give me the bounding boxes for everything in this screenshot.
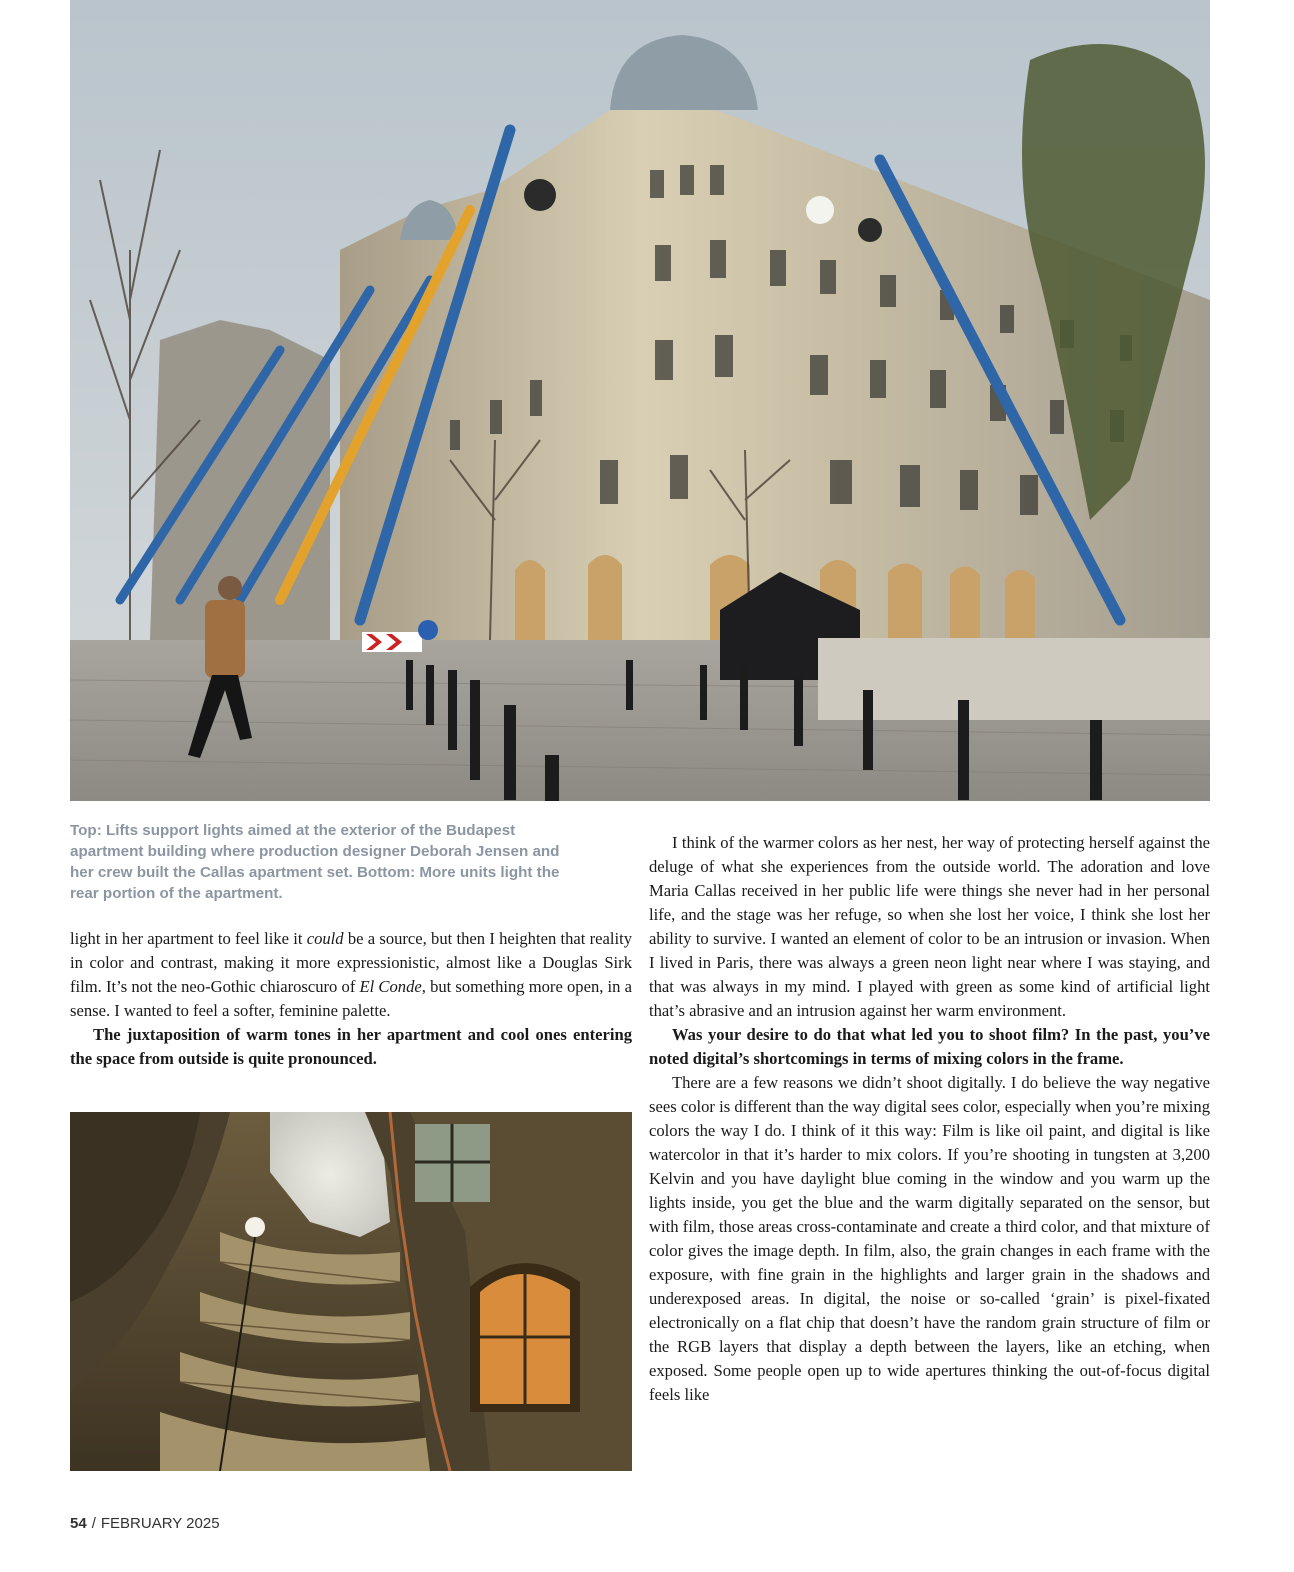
bottom-photo <box>70 1112 632 1471</box>
top-photo <box>70 0 1210 801</box>
film-title-emphasis: El Conde <box>359 977 422 996</box>
page-footer <box>70 1515 220 1532</box>
right-column <box>649 831 1210 1407</box>
right-paragraph-1: I think of the warmer colors as her nest, her way of protecting herself against the deluge of what she experiences from the outside world. The adoration and love Maria Callas received in her public life were things she never had in her personal life, and the stage was her refuge, so when she lost her voice, I think she lost her ability to survive. I wanted an element of color to be an intrusion or invasion. When I lived in Paris, there was always a green neon light near where I was staying, and that was always in my mind. I played with green as some kind of artificial light that’s abrasive and an intrusion against her warm environment. <box>649 833 1210 1020</box>
text-run: light in her apartment to feel like it <box>70 929 307 948</box>
left-column <box>70 927 632 1071</box>
left-paragraph <box>70 927 632 1023</box>
right-paragraph-2: There are a few reasons we didn’t shoot digitally. I do believe the way negative sees color is different than the way digital sees color, especially when you’re mixing colors the way I do. I think of it this way: Film is like oil paint, and digital is like watercolor in that it’s harder to mix colors. If you’re shooting in tungsten at 3,200 Kelvin and you have daylight blue coming in the window and you warm up the lights inside, you get the blue and the warm digitally separated on the sensor, but with film, those areas cross-contaminate and create a third color, and that mixture of color gives the image depth. In film, also, the grain changes in each frame with the exposure, with fine grain in the highlights and larger grain in the shadows and underexposed areas. In digital, the noise or so-called ‘grain’ is pixel-fixated electronically on a flat chip that doesn’t have the random grain structure of film or the RGB layers that display a depth between the layers, like an etching, when exposed. Some people open up to wide apertures thinking the out-of-focus digital feels like <box>649 1073 1210 1404</box>
issue-date: FEBRUARY 2025 <box>100 1515 220 1532</box>
photo-caption: Top: Lifts support lights aimed at the exterior of the Budapest apartment building where production designer Deborah Jensen and her crew built the Callas apartment set. Bottom: More units light the rear portion of the apartment. <box>70 822 560 902</box>
text-run: be a source, but then I heighten that reality in color and contrast, making it more expressionistic, almost like a Douglas Sirk film. It’s not the neo-Gothic chiaroscuro of <box>70 929 632 996</box>
text-run: , but something more open, in a sense. I wanted to feel a softer, feminine palette. <box>70 977 632 1020</box>
footer-separator: / <box>91 1515 96 1532</box>
page-number: 54 <box>70 1515 87 1532</box>
interview-question: Was your desire to do that what led you to shoot film? In the past, you’ve noted digital’s shortcomings in terms of mixing colors in the frame. <box>649 1025 1210 1068</box>
text-emphasis: could <box>306 929 344 948</box>
interview-question: The juxtaposition of warm tones in her apartment and cool ones entering the space from outside is quite pronounced. <box>70 1025 632 1068</box>
